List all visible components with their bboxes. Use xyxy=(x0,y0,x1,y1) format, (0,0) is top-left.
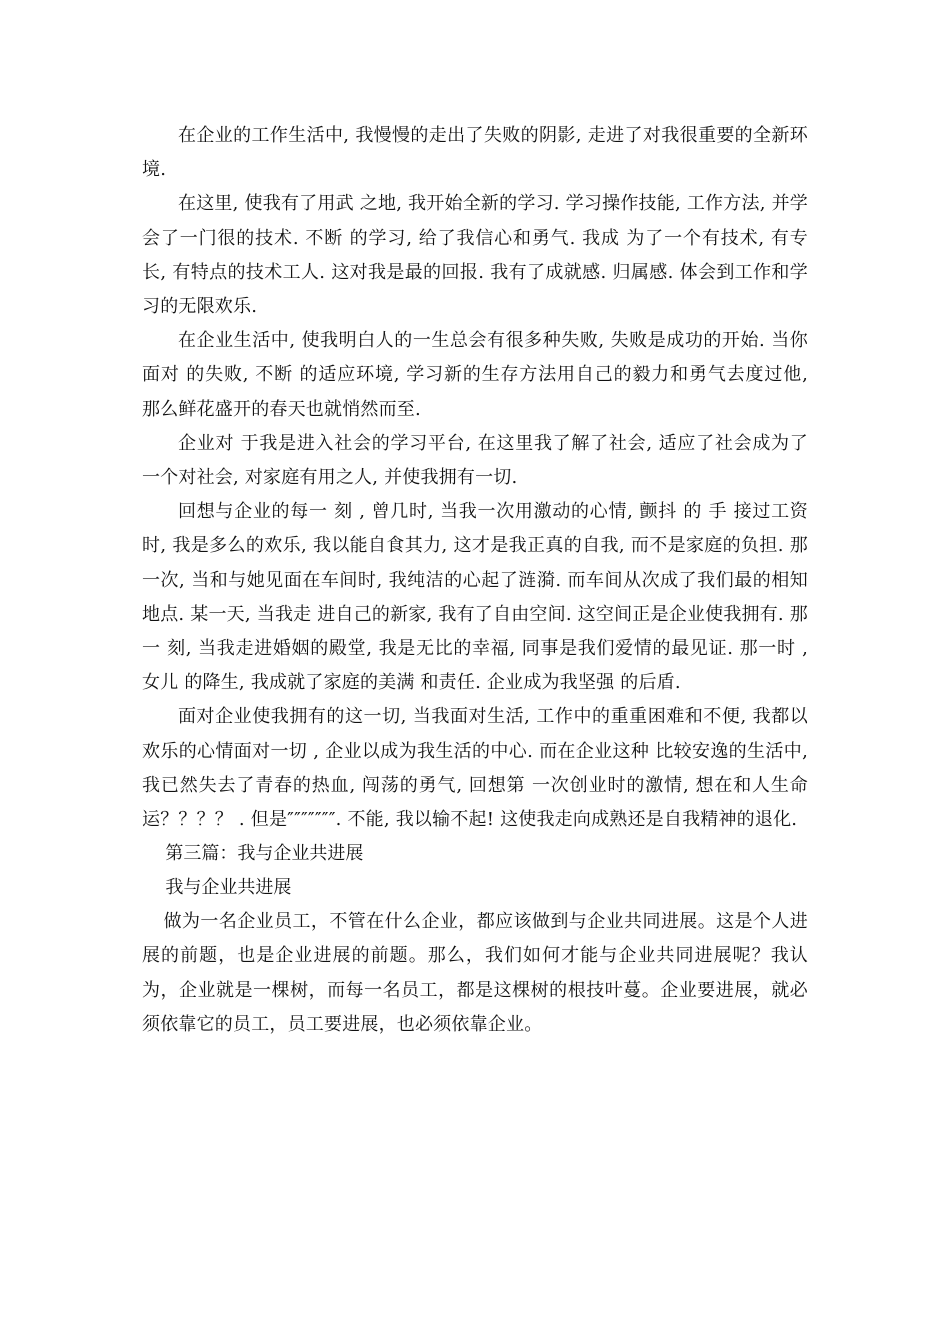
paragraph-6: 面对企业使我拥有的这一切, 当我面对生活, 工作中的重重困难和不便, 我都以欢乐的心情面对一切 , 企业以成为我生活的中心. 而在企业这种 比较安逸的生活中, 我已然失去了青春的热血, 闯荡的勇气, 回想第 一次创业时的激情, 想在和人生命运？？？？ . 但是″″″″″″″. 不能, 我以输不起! 这使我走向成熟还是自我精神的退化. xyxy=(142,706,808,831)
section-heading: 第三篇：我与企业共进展 xyxy=(165,843,364,865)
paragraph-5: 回想与企业的每一 刻 , 曾几时, 当我一次用激动的心情, 颤抖 的 手 接过工资时, 我是多么的欢乐, 我以能自食其力, 这才是我正真的自我, 而不是家庭的负担. 那一次, 当和与她见面在车间时, 我纯洁的心起了涟漪. 而车间从次成了我们最的相知地点. 某一天, 当我走 进自己的新家, 我有了自由空间. 这空间正是企业使我拥有. 那一 刻, 当我走进婚姻的殿堂, 我是无比的幸福, 同事是我们爱情的最见证. 那一时 , 女儿 的降生, 我成就了家庭的美满 和责任. 企业成为我坚强 的后盾. xyxy=(142,501,808,694)
section-title: 我与企业共进展 xyxy=(165,877,292,899)
paragraph-1: 在企业的工作生活中, 我慢慢的走出了失败的阴影, 走进了对我很重要的全新环境. xyxy=(142,125,808,181)
document-page xyxy=(142,119,808,1042)
section-paragraph: 做为一名企业员工，不管在什么企业，都应该做到与企业共同进展。这是个人进展的前题，也是企业进展的前题。那么，我们如何才能与企业共同进展呢？我认为，企业就是一棵树，而每一名员工，都是这棵树的根技叶蔓。企业要进展，就必须依靠它的员工，员工要进展，也必须依靠企业。 xyxy=(142,911,808,1035)
paragraph-4: 企业对 于我是进入社会的学习平台, 在这里我了解了社会, 适应了社会成为了一个对社会, 对家庭有用之人, 并使我拥有一切. xyxy=(142,432,808,489)
paragraph-3: 在企业生活中, 使我明白人的一生总会有很多种失败, 失败是成功的开始. 当你面对 的失败, 不断 的适应环境, 学习新的生存方法用自己的毅力和勇气去度过他, 那么鲜花盛开的春天也就悄然而至. xyxy=(142,330,808,420)
paragraph-2: 在这里, 使我有了用武 之地, 我开始全新的学习. 学习操作技能, 工作方法, 并学会了一门很的技术. 不断 的学习, 给了我信心和勇气. 我成 为了一个有技术, 有专 长, 有特点的技术工人. 这对我是最的回报. 我有了成就感. 归属感. 体会到工作和学习的无限欢乐. xyxy=(142,193,808,318)
